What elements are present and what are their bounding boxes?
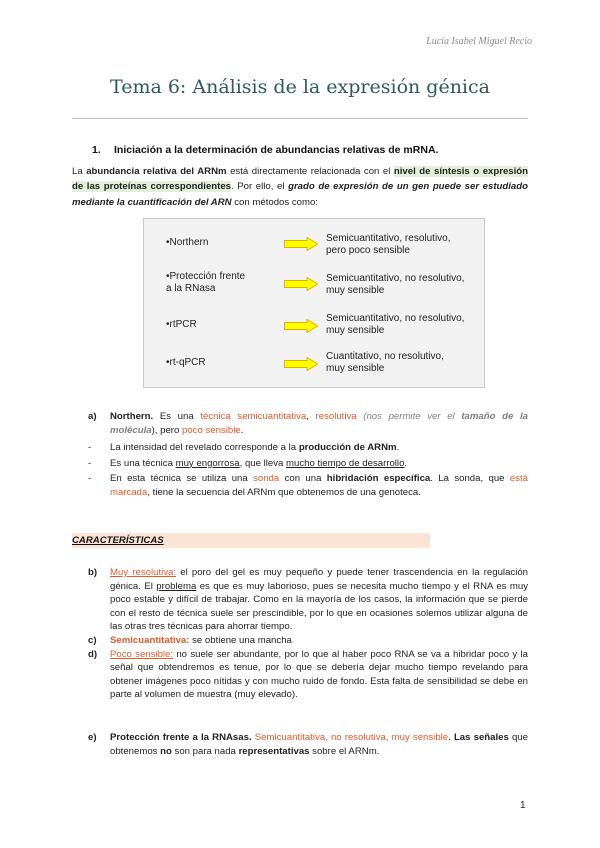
list-item: a) Northern. Es una técnica semicuantitativa, resolutiva (nos permite ver el tamaño de la molécula), pero poco sensible.	[88, 411, 528, 436]
methods-table	[143, 218, 485, 388]
title-divider	[72, 118, 528, 119]
list-marker: a)	[88, 411, 97, 422]
arrow-right-icon	[284, 319, 318, 333]
intro-paragraph: La abundancia relativa del ARNm está directamente relacionada con el nivel de síntesis o expresión de las proteínas correspondientes. Por ello, el grado de expresión de un gen puede ser estudiado mediante la cuantificación del ARN con métodos como:	[72, 166, 529, 208]
page-title: Tema 6: Análisis de la expresión génica	[110, 76, 490, 98]
section-heading	[92, 144, 438, 156]
list-marker: c)	[88, 634, 97, 646]
technique-result: Semicuantitativo, no resolutivo, muy sensible	[326, 273, 465, 296]
technique-result: Cuantitativo, no resolutivo, muy sensible	[326, 351, 444, 374]
technique-label: •Northern	[166, 237, 209, 248]
list-marker: e)	[88, 732, 97, 743]
section-title: Iniciación a la determinación de abundancias relativas de mRNA.	[114, 144, 439, 156]
list-item: b) Muy resolutiva: el poro del gel es muy pequeño y puede tener trascendencia en la regulación génica. El problema es que es muy laborioso, pues se necesita mucho tiempo y el RNA es muy poco estable y difícil de trabajar. Como en la mayoría de los casos, la información que se pierde con el resto de técnica suele ser prescindible, por lo que en ocasiones solemos utilizar alguna de las otras tres técnicas para ahorrar tiempo.	[88, 567, 528, 633]
technique-label: •rt-qPCR	[166, 357, 206, 368]
list-marker: d)	[88, 648, 98, 660]
author-header: Lucía Isabel Miguel Recio	[426, 36, 532, 47]
arrow-right-icon	[284, 357, 318, 371]
page-number: 1	[520, 800, 526, 811]
section-number: 1.	[92, 144, 101, 156]
characteristics-heading: CARACTERÍSTICAS	[72, 533, 430, 548]
arrow-right-icon	[284, 277, 318, 291]
technique-result: Semicuantitativo, resolutivo, pero poco sensible	[326, 233, 451, 256]
arrow-right-icon	[284, 237, 318, 251]
list-marker: b)	[88, 567, 98, 578]
technique-result: Semicuantitativo, no resolutivo, muy sensible	[326, 313, 465, 336]
list-item: - En esta técnica se utiliza una sonda con una hibridación específica. La sonda, que está marcada, tiene la secuencia del ARNm que obtenemos de una genoteca.	[88, 473, 528, 498]
northern-section	[88, 410, 528, 500]
technique-label: •Protección frente a la RNasa	[166, 271, 246, 294]
list-item: c) Semicuantitativa: se obtiene una mancha	[88, 634, 292, 646]
technique-label: •rtPCR	[166, 319, 197, 330]
list-item: e) Protección frente a la RNAsas. Semicuantitativa, no resolutiva, muy sensible. Las señales que obtenemos no son para nada representativas sobre el ARNm.	[88, 732, 528, 757]
list-item: d) Poco sensible: no suele ser abundante, por lo que al haber poco RNA se va a hibridar poco y la señal que obtendremos es tenue, por lo que se debería dejar mucho tiempo revelando para obtener imágenes poco nítidas y con mucho ruido de fondo. Esta falta de sensibilidad se debe en parte al volumen de muestra (muy elevado).	[88, 648, 528, 701]
list-item: - Es una técnica muy engorrosa, que lleva mucho tiempo de desarrollo.	[88, 457, 408, 469]
list-item: - La intensidad del revelado corresponde a la producción de ARNm.	[88, 442, 400, 454]
proteccion-section	[88, 731, 528, 758]
characteristics-list	[88, 566, 528, 702]
